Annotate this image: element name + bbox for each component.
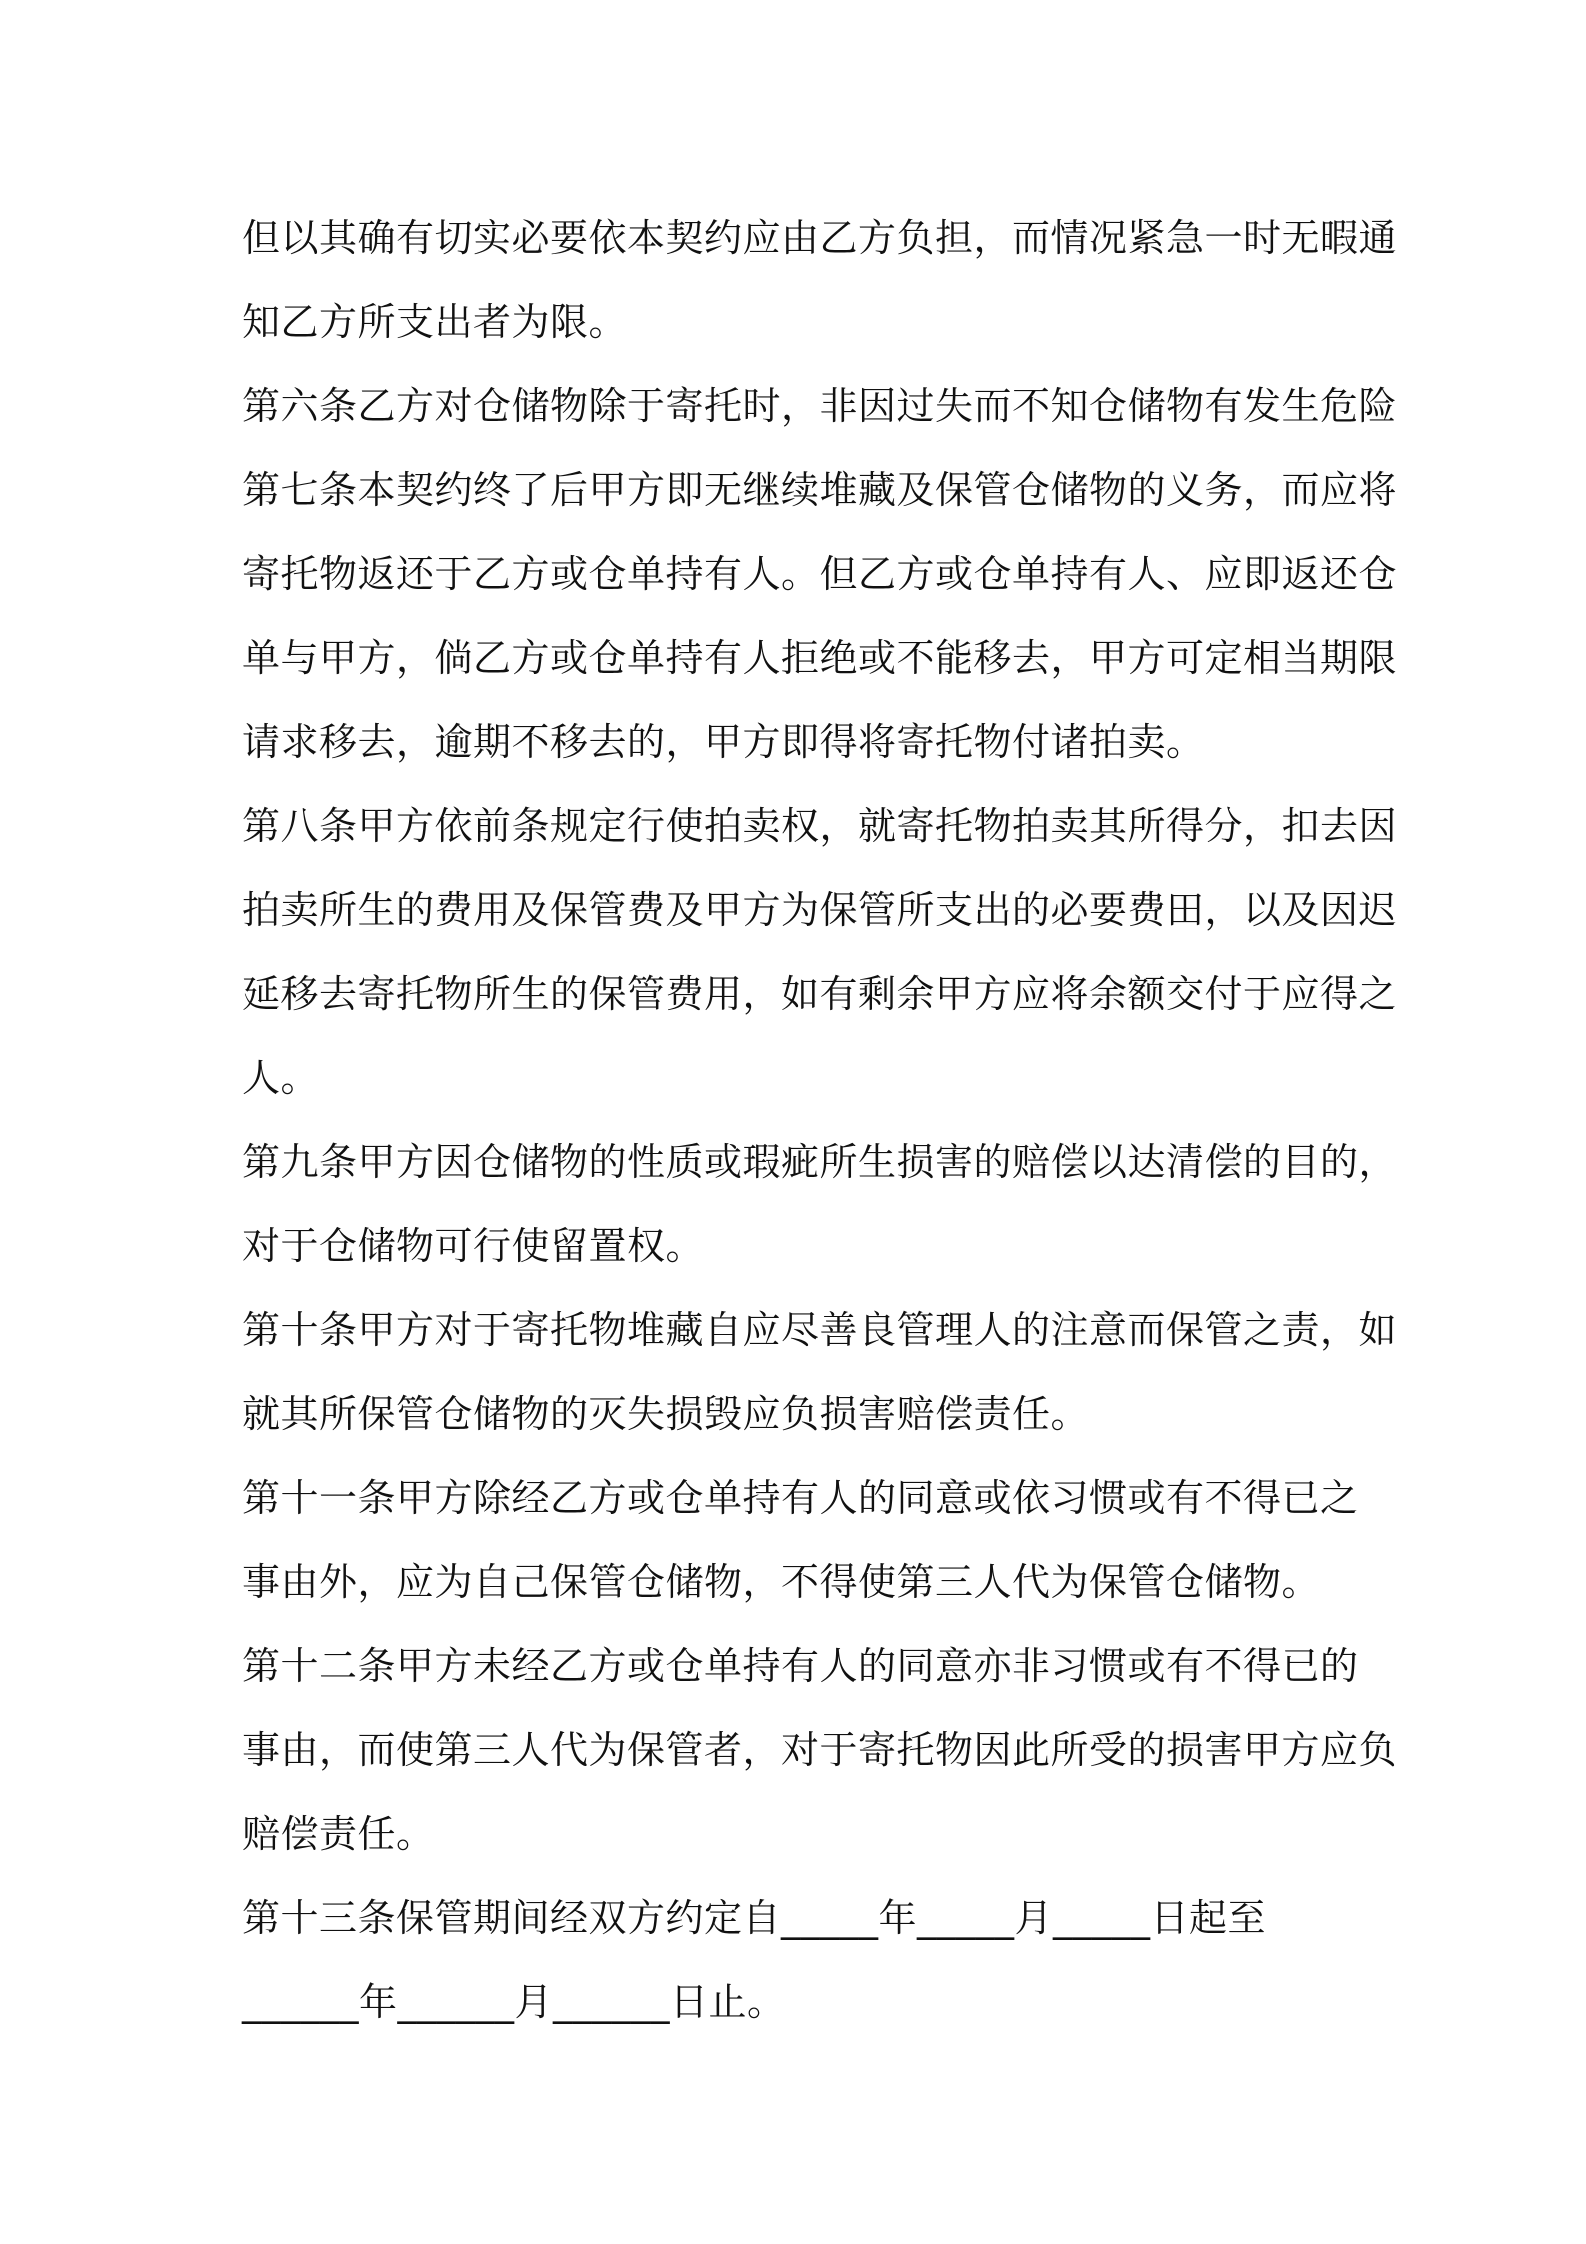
text-line: 第十一条甲方除经乙方或仓单持有人的同意或依习惯或有不得已之 [242,1476,1359,1520]
text-line: 延移去寄托物所生的保管费用，如有剩余甲方应将余额交付于应得之 [242,972,1398,1016]
text-line: 单与甲方，倘乙方或仓单持有人拒绝或不能移去，甲方可定相当期限 [242,636,1398,680]
text-line: 对于仓储物可行使留置权。 [242,1224,705,1268]
text-line: 第十三条保管期间经双方约定自_____年_____月_____日起至 [242,1896,1267,1940]
text-line: 赔偿责任。 [242,1812,435,1856]
text-line: 第六条乙方对仓储物除于寄托时，非因过失而不知仓储物有发生危险 [242,384,1398,428]
text-line: 事由外，应为自己保管仓储物，不得使第三人代为保管仓储物。 [242,1560,1321,1604]
text-line: 事由，而使第三人代为保管者，对于寄托物因此所受的损害甲方应负 [242,1728,1398,1772]
text-line: ______年______月______日止。 [242,1980,786,2024]
text-line: 但以其确有切实必要依本契约应由乙方负担，而情况紧急一时无暇通 [242,216,1398,260]
text-line: 第八条甲方依前条规定行使拍卖权，就寄托物拍卖其所得分，扣去因 [242,804,1398,848]
contract-text [242,196,1398,2044]
text-line: 拍卖所生的费用及保管费及甲方为保管所支出的必要费田，以及因迟 [242,888,1398,932]
text-line: 就其所保管仓储物的灭失损毁应负损害赔偿责任。 [242,1392,1090,1436]
text-line: 知乙方所支出者为限。 [242,300,628,344]
text-line: 寄托物返还于乙方或仓单持有人。但乙方或仓单持有人、应即返还仓 [242,552,1398,596]
text-line: 人。 [242,1056,320,1100]
text-line: 第七条本契约终了后甲方即无继续堆藏及保管仓储物的义务，而应将 [242,468,1398,512]
text-line: 第十条甲方对于寄托物堆藏自应尽善良管理人的注意而保管之责，如 [242,1308,1398,1352]
text-line: 第十二条甲方未经乙方或仓单持有人的同意亦非习惯或有不得已的 [242,1644,1359,1688]
text-line: 第九条甲方因仓储物的性质或瑕疵所生损害的赔偿以达清偿的目的， [242,1140,1398,1184]
text-line: 请求移去，逾期不移去的，甲方即得将寄托物付诸拍卖。 [242,720,1205,764]
